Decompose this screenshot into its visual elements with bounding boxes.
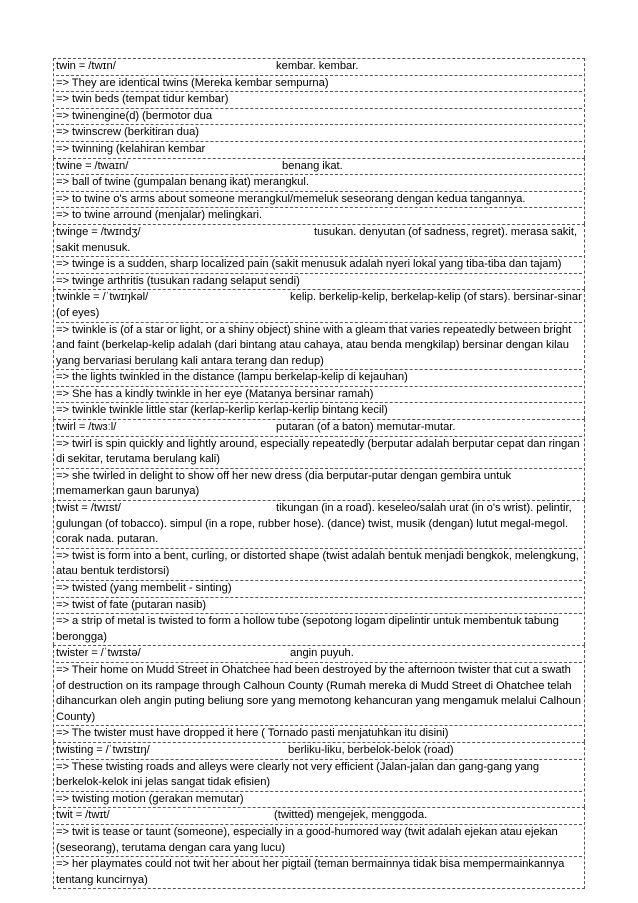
definition: kembar. kembar. [276, 60, 359, 72]
example-line: => Their home on Mudd Street in Ohatchee had been destroyed by the afternoon twister that cut a swath of destruction on its rampage through Calhoun County (Rumah mereka di Mudd Street di Ohatchee telah dihancurkan oleh angin puting beliung sore yang memotong kehancuran yang mengamuk melalui Calhoun County) [56, 663, 582, 726]
dictionary-entry [53, 58, 585, 158]
entry-header [56, 225, 582, 257]
example-line: => twist of fate (putaran nasib) [56, 598, 582, 615]
example-line: => twinkle is (of a star or light, or a shiny object) shine with a gleam that varies repeatedly between bright and faint (berkelap-kelip adalah (dari bintang atau cahaya, atau benda mengkilap) bersinar dengan kilau yang bervariasi berulang kali antara terang dan redup) [56, 323, 582, 371]
example-line: => These twisting roads and alleys were clearly not very efficient (Jalan-jalan dan gang-gang yang berkelok-kelok ini jelas sangat tidak efisien) [56, 760, 582, 792]
example-line: => twinge is a sudden, sharp localized pain (sakit menusuk adalah nyeri lokal yang tiba-tiba dan tajam) [56, 257, 582, 274]
dictionary-entry [53, 742, 585, 807]
example-line: => twisted (yang membelit - sinting) [56, 581, 582, 598]
example-line: => She has a kindly twinkle in her eye (Matanya bersinar ramah) [56, 387, 582, 404]
headword: twin = /twɪn/ [56, 60, 116, 72]
example-line: => twist is form into a bent, curling, or distorted shape (twist adalah bentuk menjadi bengkok, melengkung, atau bentuk terdistorsi) [56, 549, 582, 581]
entry-header [56, 646, 582, 663]
dictionary-entry [53, 289, 585, 419]
headword: twirl = /twɜːl/ [56, 421, 117, 434]
entry-header [56, 420, 582, 437]
definition: angin puyuh. [290, 647, 354, 660]
example-line: => The twister must have dropped it here ( Tornado pasti menjatuhkan itu disini) [56, 727, 449, 740]
example-line: => twinscrew (berkitiran dua) [56, 125, 582, 142]
entry-header [56, 159, 582, 176]
example-line: => her playmates could not twit her about her pigtail (teman bermainnya tidak bisa mempermainkannya tentang kuncirnya) [56, 858, 565, 886]
example-line: => twit is tease or taunt (someone), especially in a good-humored way (twit adalah ejekan atau ejekan (seseorang), terutama dengan cara yang lucu) [56, 825, 582, 857]
definition: tusukan. denyutan (of sadness, regret). merasa sakit, sakit menusuk. [56, 225, 578, 254]
example-line: => she twirled in delight to show off her new dress (dia berputar-putar dengan gembira untuk memamerkan gaun barunya) [56, 469, 512, 498]
dictionary-entry [53, 807, 585, 889]
headword: twister = /ˈtwɪstə/ [56, 647, 141, 660]
definition: putaran (of a baton) memutar-mutar. [276, 421, 456, 434]
example-line: => twirl is spin quickly and lightly around, especially repeatedly (berputar adalah berputar cepat dan ringan di sekitar, terutama berulang kali) [56, 437, 582, 469]
entry-header [56, 808, 582, 825]
dictionary-entry [53, 645, 585, 742]
example-line: => They are identical twins (Mereka kembar sempurna) [56, 76, 582, 93]
headword: twist = /twɪst/ [56, 502, 121, 515]
example-line: => twinge arthritis (tusukan radang selaput sendi) [56, 274, 300, 287]
dictionary-document [53, 58, 585, 889]
example-line: => twinkle twinkle little star (kerlap-kerlip kerlap-kerlip bintang kecil) [56, 404, 388, 417]
headword: twinge = /twɪndʒ/ [56, 225, 141, 238]
entry-header [56, 501, 582, 549]
example-line: => the lights twinkled in the distance (lampu berkelap-kelip di kejauhan) [56, 370, 582, 387]
example-line: => twin beds (tempat tidur kembar) [56, 92, 582, 109]
definition: tikungan (in a road). keseleo/salah urat (in o's wrist). pelintir, gulungan (of tobacco). simpul (in a rope, rubber hose). (dance) twist, musik (dengan) lutut megal-megol. corak nada. putaran. [56, 502, 572, 546]
headword: twit = /twɪt/ [56, 809, 110, 822]
dictionary-entry [53, 158, 585, 224]
dictionary-entry [53, 224, 585, 289]
example-line: => to twine o's arms about someone merangkul/memeluk seseorang dengan kedua tangannya. [56, 192, 582, 209]
example-line: => twinning (kelahiran kembar [56, 142, 206, 155]
entry-header [56, 290, 582, 322]
headword: twisting = /ˈtwɪstɪŋ/ [56, 743, 150, 756]
definition: berliku-liku, berbelok-belok (road) [288, 743, 454, 756]
definition: (twitted) mengejek, menggoda. [274, 809, 428, 822]
definition: kelip. berkelip-kelip, berkelap-kelip (of stars). bersinar-sinar (of eyes) [56, 291, 582, 319]
example-line: => twisting motion (gerakan memutar) [56, 792, 244, 805]
example-line: => ball of twine (gumpalan benang ikat) merangkul. [56, 175, 582, 192]
headword: twinkle = /ˈtwɪŋkəl/ [56, 291, 149, 304]
example-line: => to twine arround (menjalar) melingkari. [56, 209, 263, 222]
dictionary-entry [53, 500, 585, 645]
entry-header [56, 59, 582, 76]
example-line: => a strip of metal is twisted to form a hollow tube (sepotong logam dipelintir untuk membentuk tabung berongga) [56, 615, 559, 643]
definition: benang ikat. [282, 159, 343, 172]
example-line: => twinengine(d) (bermotor dua [56, 109, 582, 126]
entry-header [56, 743, 582, 760]
dictionary-entry [53, 419, 585, 500]
headword: twine = /twaɪn/ [56, 159, 129, 172]
